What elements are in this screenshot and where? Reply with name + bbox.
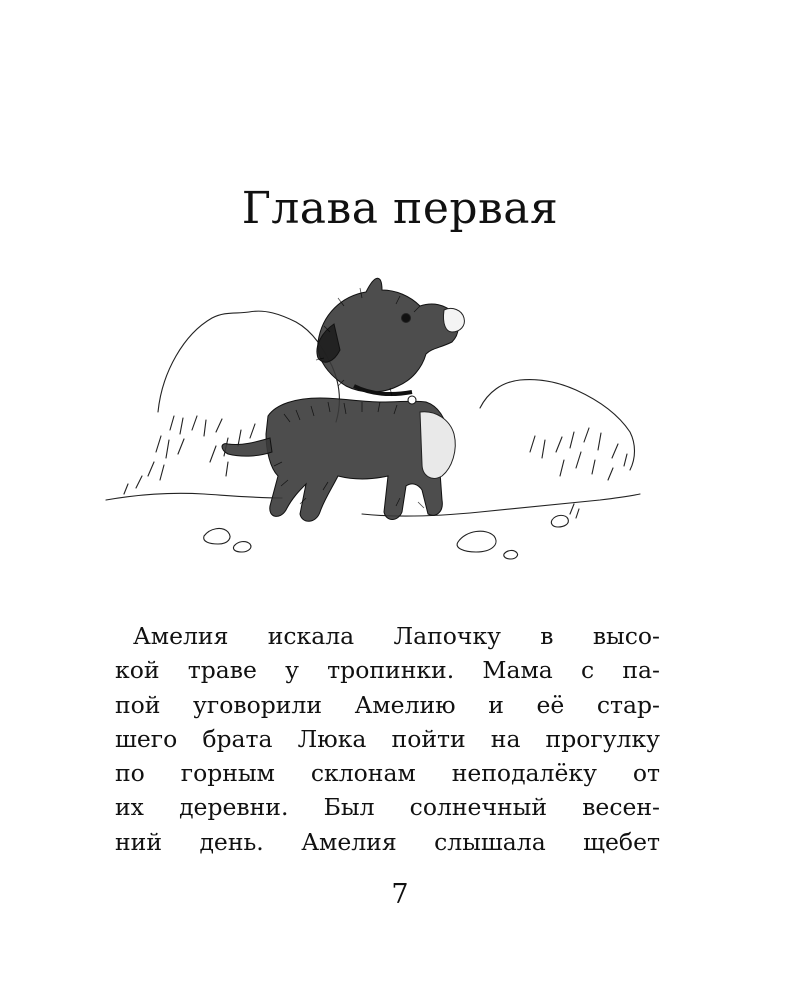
text-line: их деревни. Был солнечный весен-	[115, 793, 660, 822]
text-line: по горным склонам неподалёку от	[115, 759, 660, 788]
stone	[504, 550, 518, 559]
text-line: пой уговорили Амелию и её стар-	[115, 690, 660, 719]
ground	[106, 493, 640, 516]
rock-right	[480, 379, 635, 470]
stone	[551, 515, 568, 527]
text-line: Амелия искала Лапочку в высо-	[133, 622, 660, 650]
chapter-title: Глава первая	[241, 183, 559, 234]
body-text	[115, 619, 660, 859]
puppy	[222, 278, 458, 521]
stone	[233, 542, 250, 552]
text-line: шего брата Люка пойти на прогулку	[115, 724, 660, 753]
stone	[570, 504, 579, 518]
page-number: 7	[391, 879, 409, 910]
stone	[457, 531, 496, 552]
text-line: кой траве у тропинки. Мама с па-	[115, 656, 660, 685]
stone	[204, 529, 230, 544]
puppy-illustration	[100, 262, 645, 572]
text-line: ний день. Амелия слышала щебет	[115, 827, 660, 856]
